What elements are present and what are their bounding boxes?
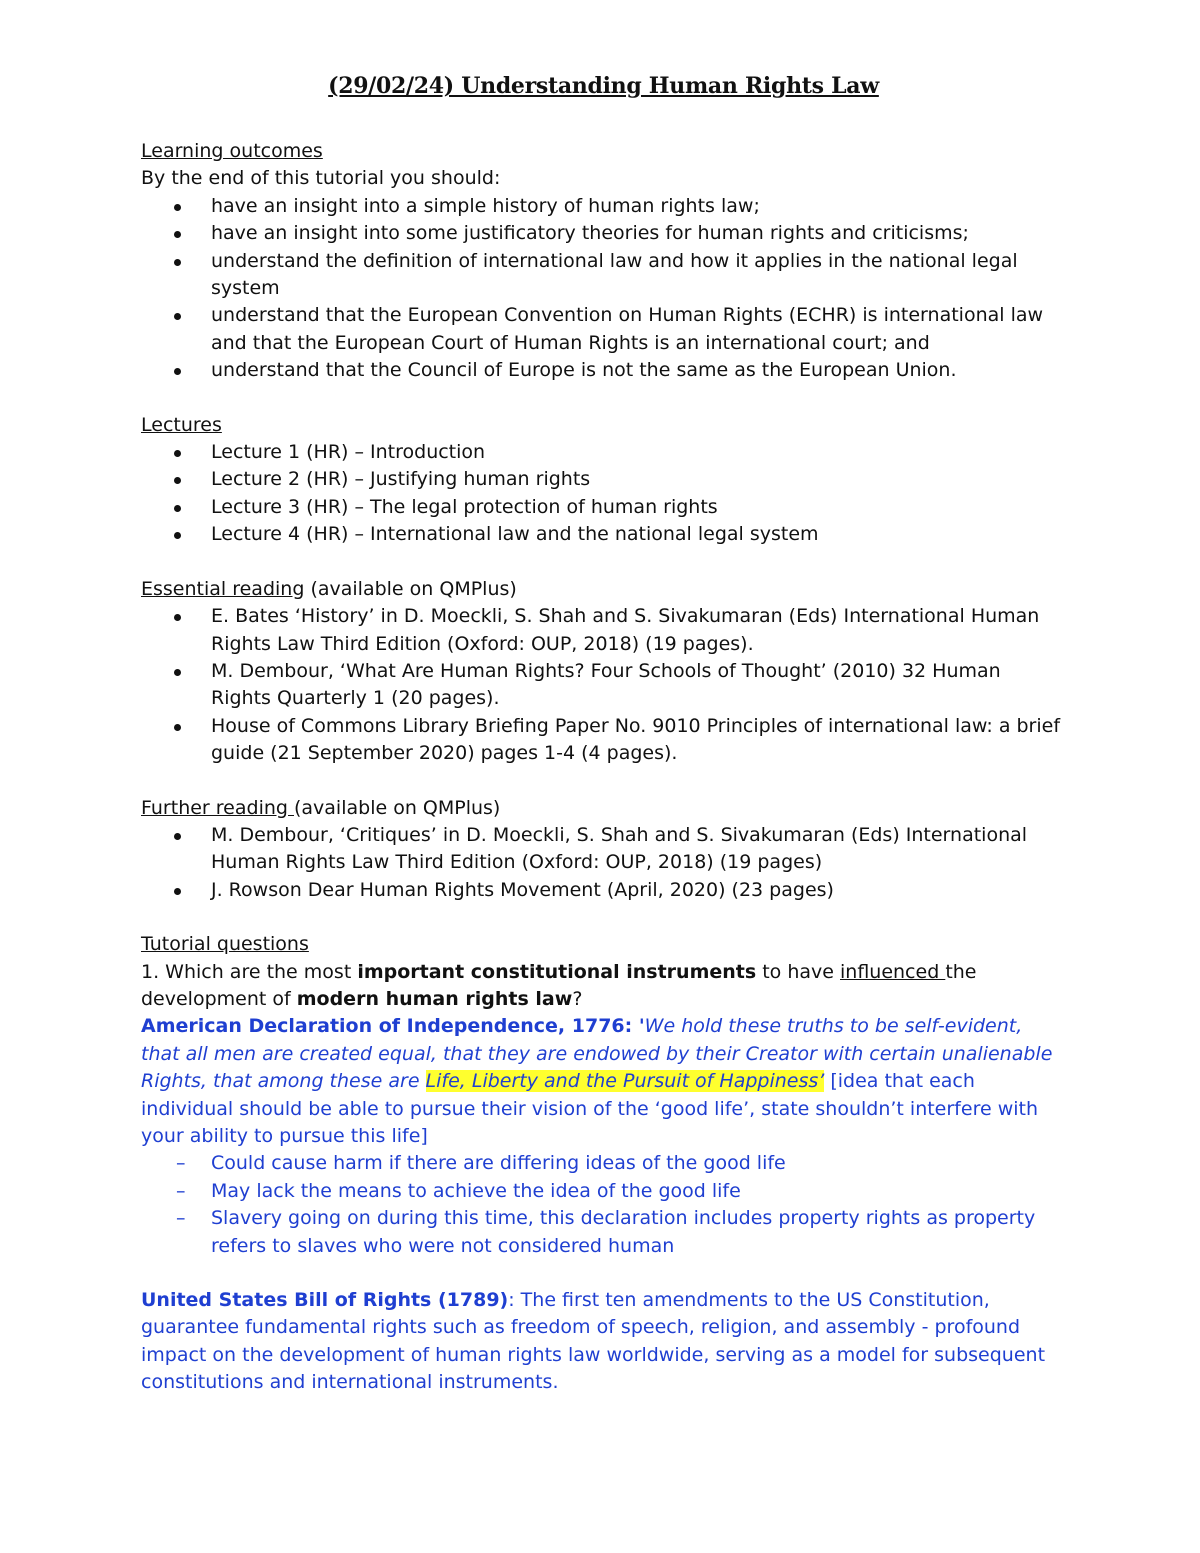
list-item: Lecture 4 (HR) – International law and the national legal system	[211, 521, 1066, 548]
learning-outcomes-list	[141, 193, 1066, 385]
essential-reading-header-line	[141, 576, 1066, 603]
list-item: House of Commons Library Briefing Paper No. 9010 Principles of international law: a brief guide (21 September 2020) pages 1-4 (4 pages).	[211, 713, 1066, 768]
list-item: have an insight into a simple history of human rights law;	[211, 193, 1066, 220]
question-emphasis: modern human rights law	[296, 987, 573, 1010]
american-declaration-points	[141, 1150, 1066, 1260]
further-reading-heading: Further reading	[141, 796, 294, 819]
american-declaration-label: American Declaration of Independence, 1776: '	[141, 1015, 645, 1038]
learning-outcomes-section	[141, 138, 1066, 385]
list-item: M. Dembour, ‘What Are Human Rights? Four Schools of Thought’ (2010) 32 Human Rights Quarterly 1 (20 pages).	[211, 658, 1066, 713]
further-reading-list	[141, 822, 1066, 904]
american-declaration-answer	[141, 1013, 1066, 1150]
document-page	[141, 70, 1066, 1424]
highlighted-quote: Life, Liberty and the Pursuit of Happiness’	[425, 1070, 825, 1093]
list-item: J. Rowson Dear Human Rights Movement (April, 2020) (23 pages)	[211, 877, 1066, 904]
further-reading-header-line	[141, 795, 1066, 822]
bill-of-rights-answer	[141, 1287, 1066, 1397]
question-text: ?	[572, 987, 583, 1010]
essential-reading-list	[141, 603, 1066, 767]
list-item: understand the definition of international law and how it applies in the national legal system	[211, 248, 1066, 303]
further-reading-note: (available on QMPlus)	[293, 796, 501, 819]
list-item: Lecture 3 (HR) – The legal protection of human rights	[211, 494, 1066, 521]
bill-of-rights-label: United States Bill of Rights (1789)	[141, 1289, 509, 1312]
question-underlined: influenced	[840, 960, 946, 983]
list-item: Lecture 1 (HR) – Introduction	[211, 439, 1066, 466]
essential-reading-heading: Essential reading	[141, 577, 305, 600]
further-reading-section	[141, 795, 1066, 905]
list-item: M. Dembour, ‘Critiques’ in D. Moeckli, S. Shah and S. Sivakumaran (Eds) International Human Rights Law Third Edition (Oxford: OUP, 2018) (19 pages)	[211, 822, 1066, 877]
question-text: to have	[756, 960, 840, 983]
question-emphasis: important constitutional instruments	[357, 960, 757, 983]
question-text: 1. Which are the most	[141, 960, 358, 983]
lectures-section	[141, 412, 1066, 549]
bill-of-rights-text: : The first ten amendments to the US Constitution, guarantee fundamental rights such as freedom of speech, religion, and assembly - profound impact on the development of human rights law worldwide, serving as a model for subsequent constitutions and international instruments.	[141, 1289, 1046, 1394]
list-item: – Could cause harm if there are differing ideas of the good life	[211, 1150, 1066, 1177]
tutorial-questions-section	[141, 931, 1066, 1397]
list-item: understand that the European Convention on Human Rights (ECHR) is international law and that the European Court of Human Rights is an international court; and	[211, 302, 1066, 357]
learning-outcomes-heading: Learning outcomes	[141, 140, 323, 162]
list-item: understand that the Council of Europe is not the same as the European Union.	[211, 357, 1066, 384]
question-text: the development of	[141, 960, 977, 1010]
list-item: E. Bates ‘History’ in D. Moeckli, S. Shah and S. Sivakumaran (Eds) International Human Rights Law Third Edition (Oxford: OUP, 2018) (19 pages).	[211, 603, 1066, 658]
lectures-list	[141, 439, 1066, 549]
american-declaration-quote: We hold these truths to be self-evident, that all men are created equal, that they are endowed by their Creator with certain unalienable Rights, that among these are	[141, 1015, 1053, 1093]
list-item: – Slavery going on during this time, this declaration includes property rights as property refers to slaves who were not considered human	[211, 1205, 1066, 1260]
spacer	[141, 1260, 1066, 1287]
american-declaration-note: [idea that each individual should be able to pursue their vision of the ‘good life’, state shouldn’t interfere with your ability to pursue this life]	[141, 1070, 1038, 1147]
list-item: have an insight into some justificatory theories for human rights and criticisms;	[211, 220, 1066, 247]
list-item: – May lack the means to achieve the idea of the good life	[211, 1178, 1066, 1205]
essential-reading-section	[141, 576, 1066, 768]
lectures-heading: Lectures	[141, 413, 222, 436]
learning-outcomes-intro: By the end of this tutorial you should:	[141, 167, 501, 190]
list-item: Lecture 2 (HR) – Justifying human rights	[211, 466, 1066, 493]
essential-reading-note: (available on QMPlus)	[304, 577, 517, 600]
document-title: (29/02/24) Understanding Human Rights Law	[328, 73, 879, 99]
tutorial-questions-heading: Tutorial questions	[141, 933, 309, 956]
question-1	[141, 959, 1066, 1014]
